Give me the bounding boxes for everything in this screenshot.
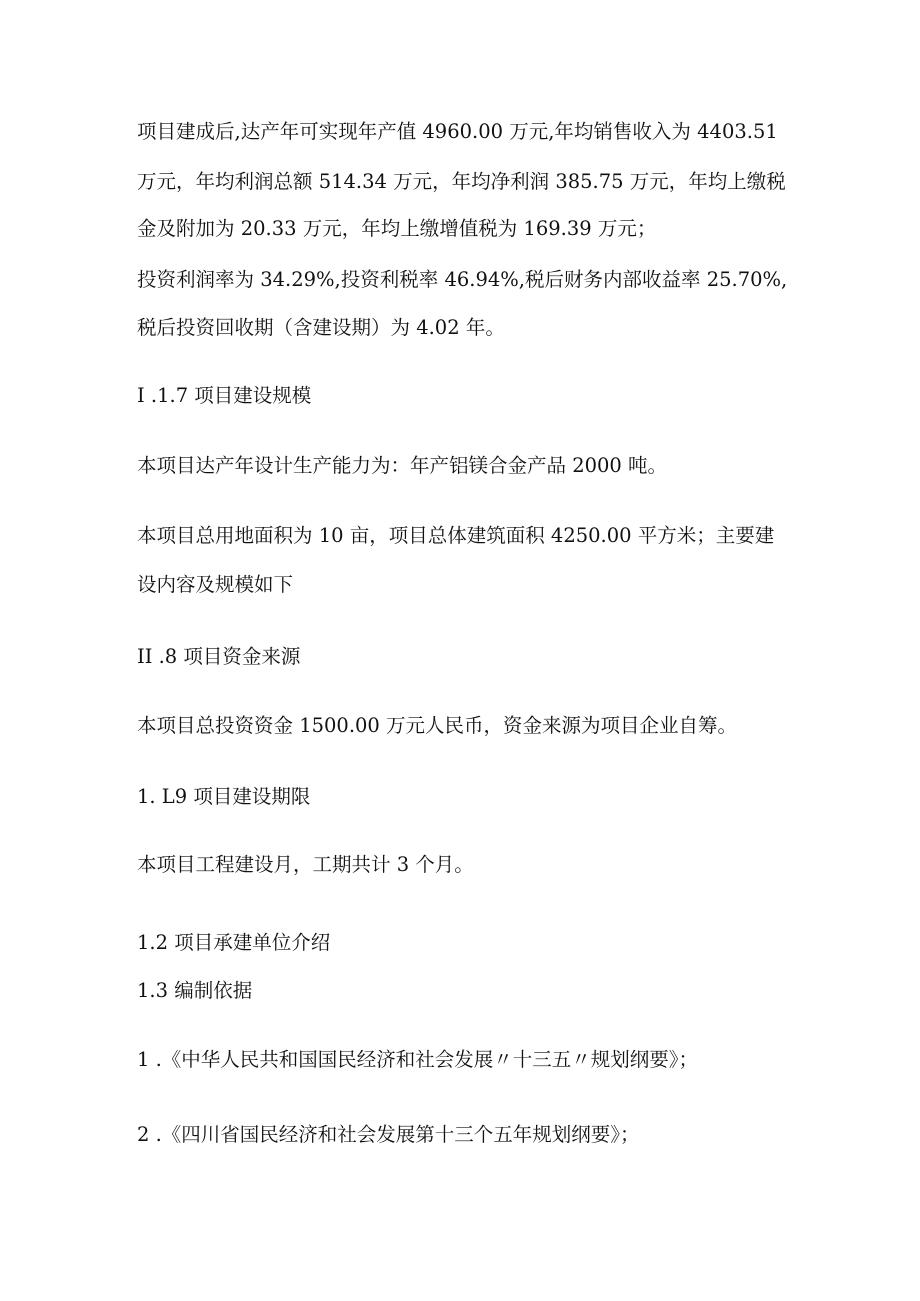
paragraph-4-line-1: 本项目总用地面积为 10 亩，项目总体建筑面积 4250.00 平方米；主要建 [137,524,775,547]
paragraph-production-capacity: 本项目达产年设计生产能力为：年产铝镁合金产品 2000 吨。 [137,454,668,477]
paragraph-4-line-2: 设内容及规模如下 [137,573,294,596]
heading-funding-source: II .8 项目资金来源 [137,645,301,668]
paragraph-1-line-1: 项目建成后,达产年可实现年产值 4960.00 万元,年均销售收入为 4403.51 [137,120,778,143]
heading-contractor-intro: 1.2 项目承建单位介绍 [137,931,331,954]
heading-basis: 1.3 编制依据 [137,979,253,1002]
list-item-sichuan-plan: 2 .《四川省国民经济和社会发展第十三个五年规划纲要》； [137,1123,640,1146]
paragraph-total-investment: 本项目总投资资金 1500.00 万元人民币，资金来源为项目企业自筹。 [137,714,738,737]
heading-construction-period: 1. L9 项目建设期限 [137,785,311,808]
paragraph-1-line-3: 金及附加为 20.33 万元，年均上缴增值税为 169.39 万元； [137,217,657,240]
heading-project-scale: I .1.7 项目建设规模 [137,384,312,407]
paragraph-construction-duration: 本项目工程建设月，工期共计 3 个月。 [137,853,474,876]
paragraph-2-line-2: 税后投资回收期（含建设期）为 4.02 年。 [137,316,505,339]
paragraph-1-line-2: 万元，年均利润总额 514.34 万元，年均净利润 385.75 万元，年均上缴税 [137,170,786,193]
paragraph-2-line-1: 投资利润率为 34.29%,投资利税率 46.94%,税后财务内部收益率 25.70%, [137,268,788,291]
list-item-national-plan: 1 .《中华人民共和国国民经济和社会发展〃十三五〃规划纲要》； [137,1048,699,1071]
